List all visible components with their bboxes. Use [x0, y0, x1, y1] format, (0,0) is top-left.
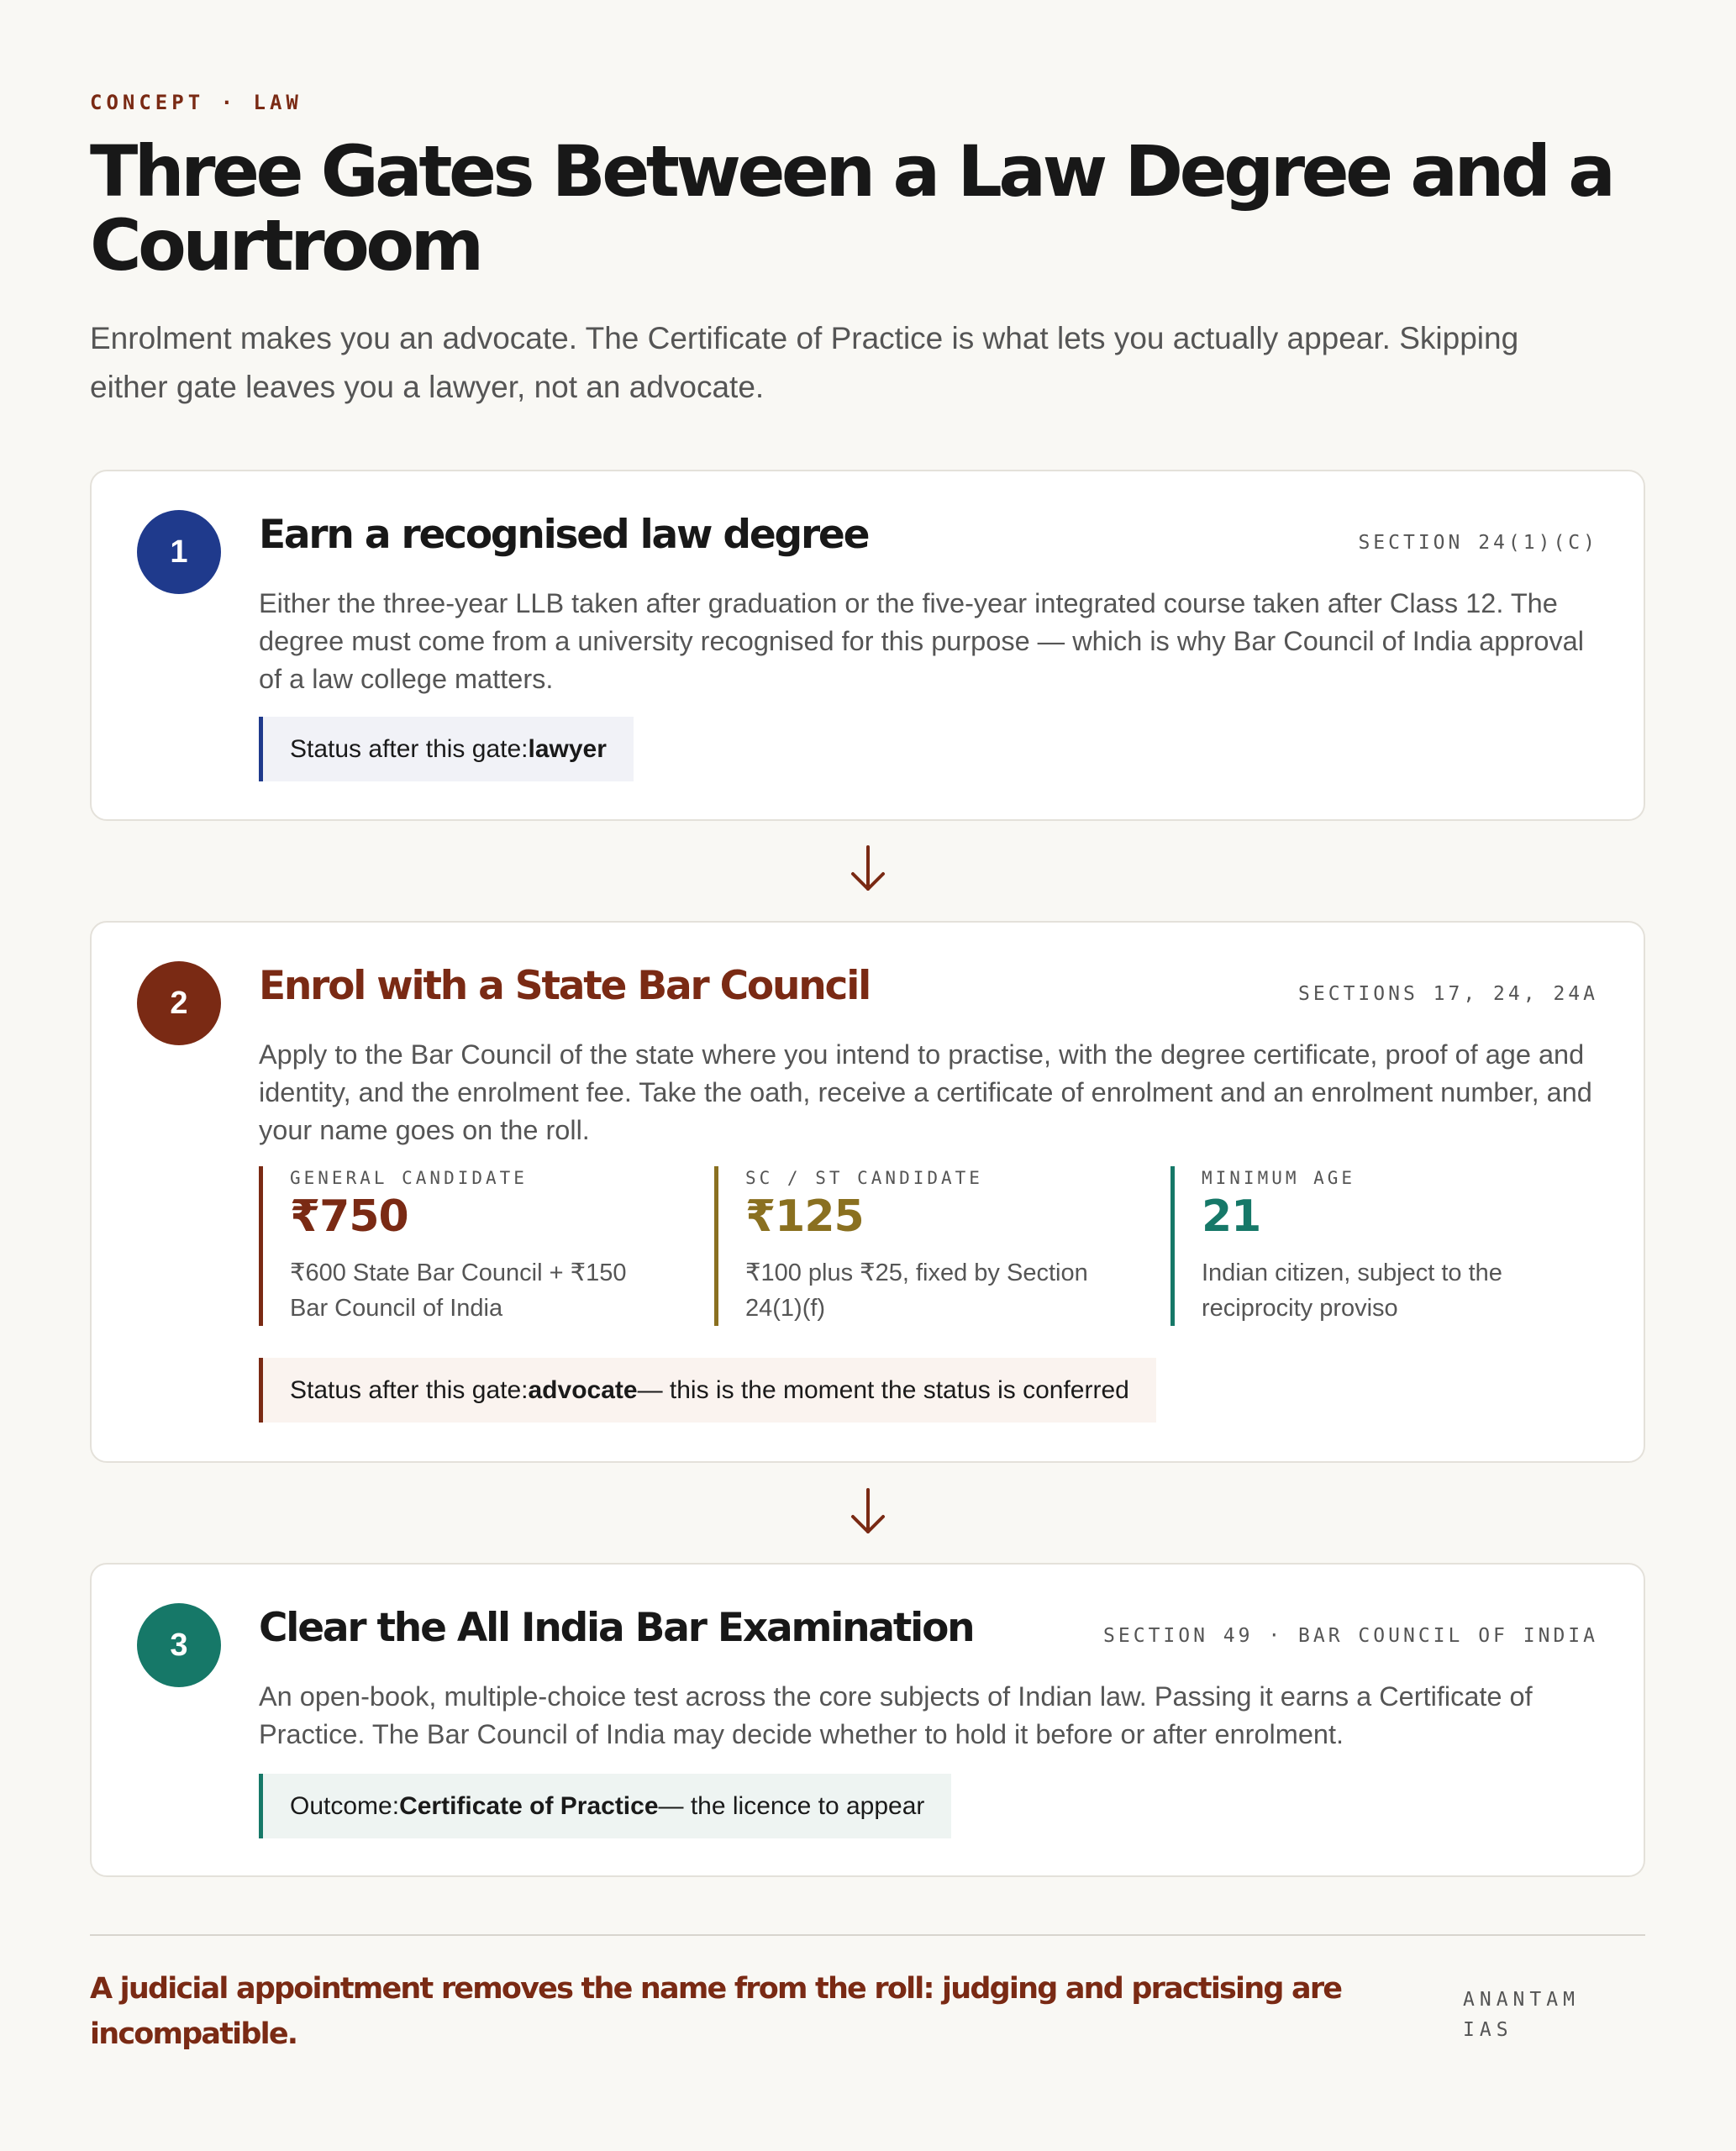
gate-description: Apply to the Bar Council of the state where you intend to practise, with the degree certificate, proof of age and identity, and the enrolment fee. Take the oath, receive a certificate of enrolment and an enrolment number, and your name goes on the roll. [259, 1039, 1592, 1145]
stat-note: ₹600 State Bar Council + ₹150 Bar Council of India [290, 1260, 627, 1322]
status-prefix: Outcome: [290, 1791, 400, 1820]
status-prefix: Status after this gate: [290, 1375, 529, 1404]
gate-number-badge: 3 [137, 1603, 221, 1687]
arrow-down-icon [843, 1483, 893, 1542]
status-value: advocate [528, 1375, 638, 1404]
stat-value: ₹125 [745, 1191, 864, 1242]
stat-label: SC / ST CANDIDATE [745, 1168, 983, 1188]
stat-value: 21 [1202, 1191, 1261, 1242]
stat-note: ₹100 plus ₹25, fixed by Section 24(1)(f) [745, 1260, 1088, 1322]
status-callout [259, 717, 634, 781]
status-callout [259, 1358, 1156, 1423]
gate-number-badge: 2 [137, 961, 221, 1045]
gate-card-1 [90, 470, 1645, 821]
gate-title: Clear the All India Bar Examination [259, 1605, 974, 1651]
stat-label: GENERAL CANDIDATE [290, 1168, 528, 1188]
status-suffix: — the licence to appear [658, 1791, 925, 1820]
gate-card-2 [90, 921, 1645, 1463]
section-reference: SECTIONS 17, 24, 24A [1298, 983, 1598, 1005]
section-reference: SECTION 49 · BAR COUNCIL OF INDIA [1103, 1625, 1598, 1647]
status-value: lawyer [528, 734, 607, 763]
outcome-callout [259, 1774, 951, 1838]
footer-divider [90, 1934, 1645, 1936]
stat-label: MINIMUM AGE [1202, 1168, 1356, 1188]
section-reference: SECTION 24(1)(C) [1358, 532, 1598, 554]
stat-note: Indian citizen, subject to the reciprocity proviso [1202, 1260, 1502, 1322]
stat-general-candidate [259, 1166, 679, 1326]
gate-title: Earn a recognised law degree [259, 512, 869, 558]
page-lede: Enrolment makes you an advocate. The Certificate of Practice is what lets you actually appear. Skipping either gate leaves you a lawyer, not an advocate. [90, 321, 1519, 404]
stat-value: ₹750 [290, 1191, 408, 1242]
gate-description: An open-book, multiple-choice test across the core subjects of Indian law. Passing it earns a Certificate of Practice. The Bar Council of India may decide whether to hold it before or after enrolment. [259, 1681, 1533, 1749]
stat-sc-st-candidate [714, 1166, 1134, 1326]
gate-number-badge: 1 [137, 510, 221, 594]
fee-stats [259, 1166, 1603, 1326]
arrow-down-icon [843, 840, 893, 899]
status-prefix: Status after this gate: [290, 734, 529, 763]
page-title: Three Gates Between a Law Degree and a Courtroom [90, 130, 1612, 287]
gate-description: Either the three-year LLB taken after graduation or the five-year integrated course taken after Class 12. The degree must come from a university recognised for this purpose — which is why Bar Council of India approval of a law college matters. [259, 588, 1584, 694]
gate-title: Enrol with a State Bar Council [259, 963, 871, 1009]
stat-minimum-age [1170, 1166, 1591, 1326]
status-value: Certificate of Practice [399, 1791, 659, 1820]
gate-card-3 [90, 1563, 1645, 1877]
footer-quote: A judicial appointment removes the name from the roll: judging and practising are incompatible. [90, 1972, 1342, 2051]
brand-logo-text: ANANTAM IAS [1463, 1989, 1580, 2041]
eyebrow-label: CONCEPT · LAW [90, 91, 302, 114]
status-suffix: — this is the moment the status is conferred [637, 1375, 1129, 1404]
